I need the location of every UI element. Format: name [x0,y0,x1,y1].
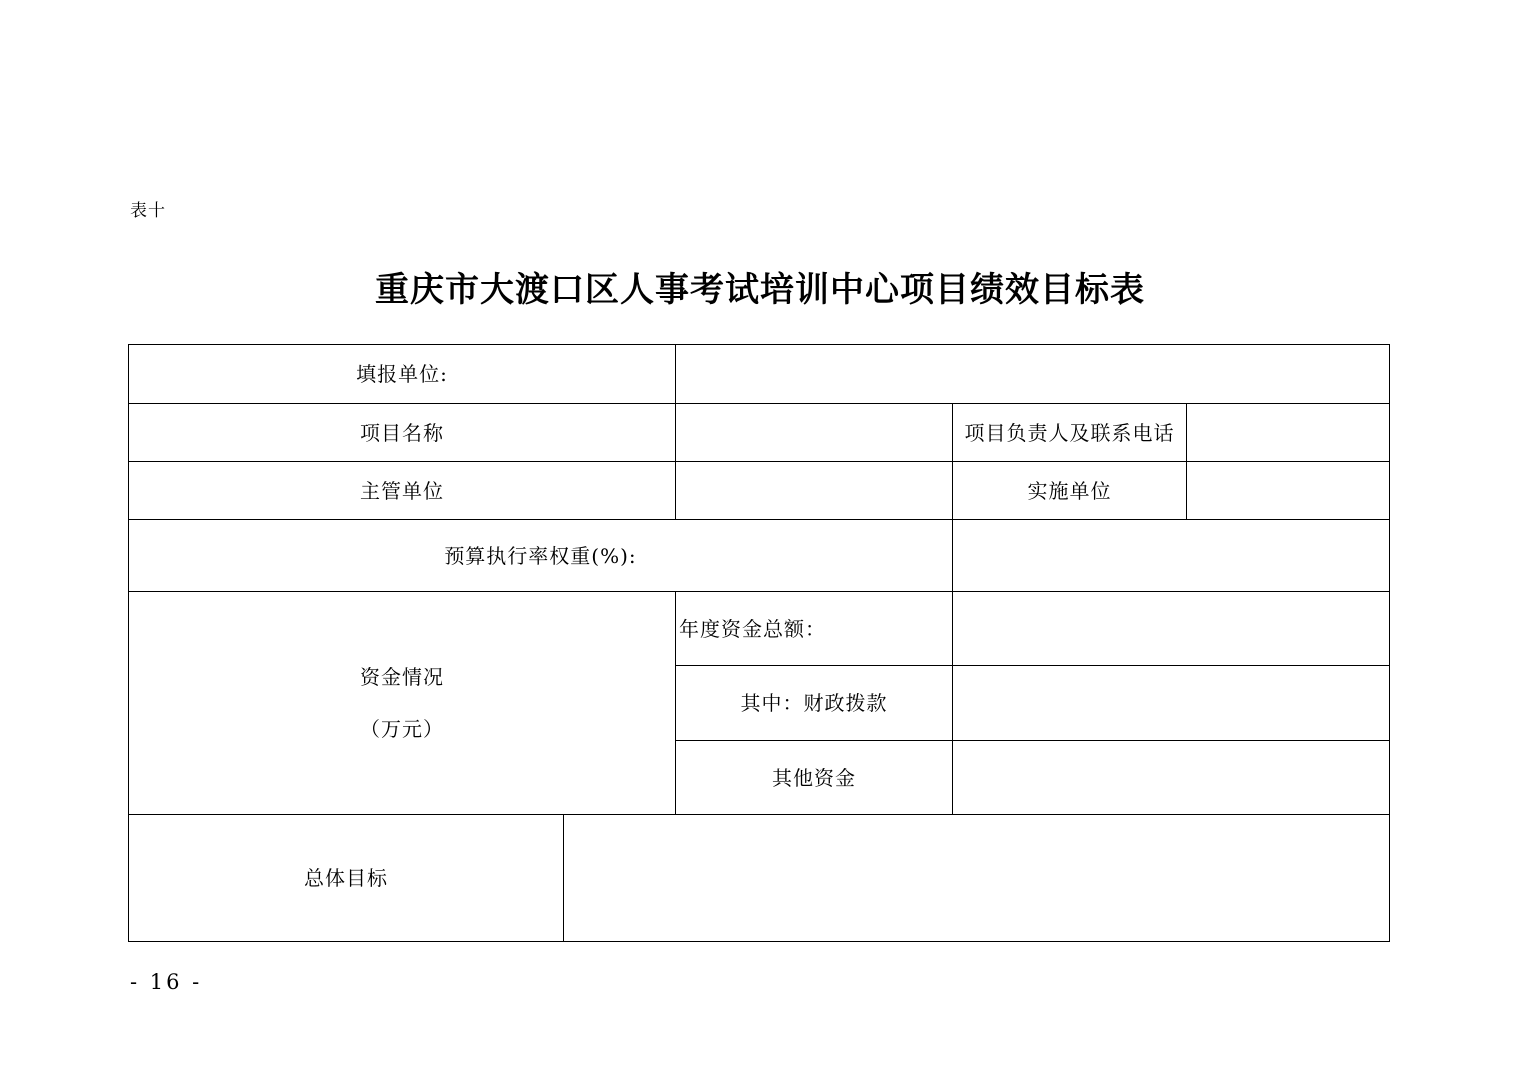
fiscal-allocation-field[interactable] [953,666,1389,740]
project-leader-label: 项目负责人及联系电话 [964,420,1175,445]
implementing-unit-label: 实施单位 [1027,478,1112,503]
budget-weight-field[interactable] [953,520,1389,591]
page-number: - 16 - [130,970,203,994]
annual-total-label: 年度资金总额： [679,616,826,641]
other-funds-label: 其他资金 [772,765,856,790]
page-title: 重庆市大渡口区人事考试培训中心项目绩效目标表 [375,270,1145,310]
supervising-unit-label: 主管单位 [360,478,444,503]
reporting-unit-field[interactable] [676,345,1389,403]
performance-goal-form [128,344,1390,942]
project-name-label: 项目名称 [360,420,444,445]
project-leader-field[interactable] [1187,404,1389,461]
funding-label [129,592,675,814]
table-number: 表十 [130,201,166,221]
funding-label-line2: （万元） [360,717,444,741]
fiscal-allocation-label: 其中：财政拨款 [740,691,888,715]
budget-weight-label: 预算执行率权重(%): [444,543,637,568]
overall-goal-label: 总体目标 [304,866,388,890]
project-name-field[interactable] [676,404,952,461]
supervising-unit-field[interactable] [676,462,952,519]
annual-total-field[interactable] [953,592,1389,665]
other-funds-field[interactable] [953,741,1389,814]
implementing-unit-field[interactable] [1187,462,1389,519]
funding-label-line1: 资金情况 [360,665,444,689]
overall-goal-field[interactable] [564,815,1389,941]
reporting-unit-label: 填报单位: [356,362,448,386]
